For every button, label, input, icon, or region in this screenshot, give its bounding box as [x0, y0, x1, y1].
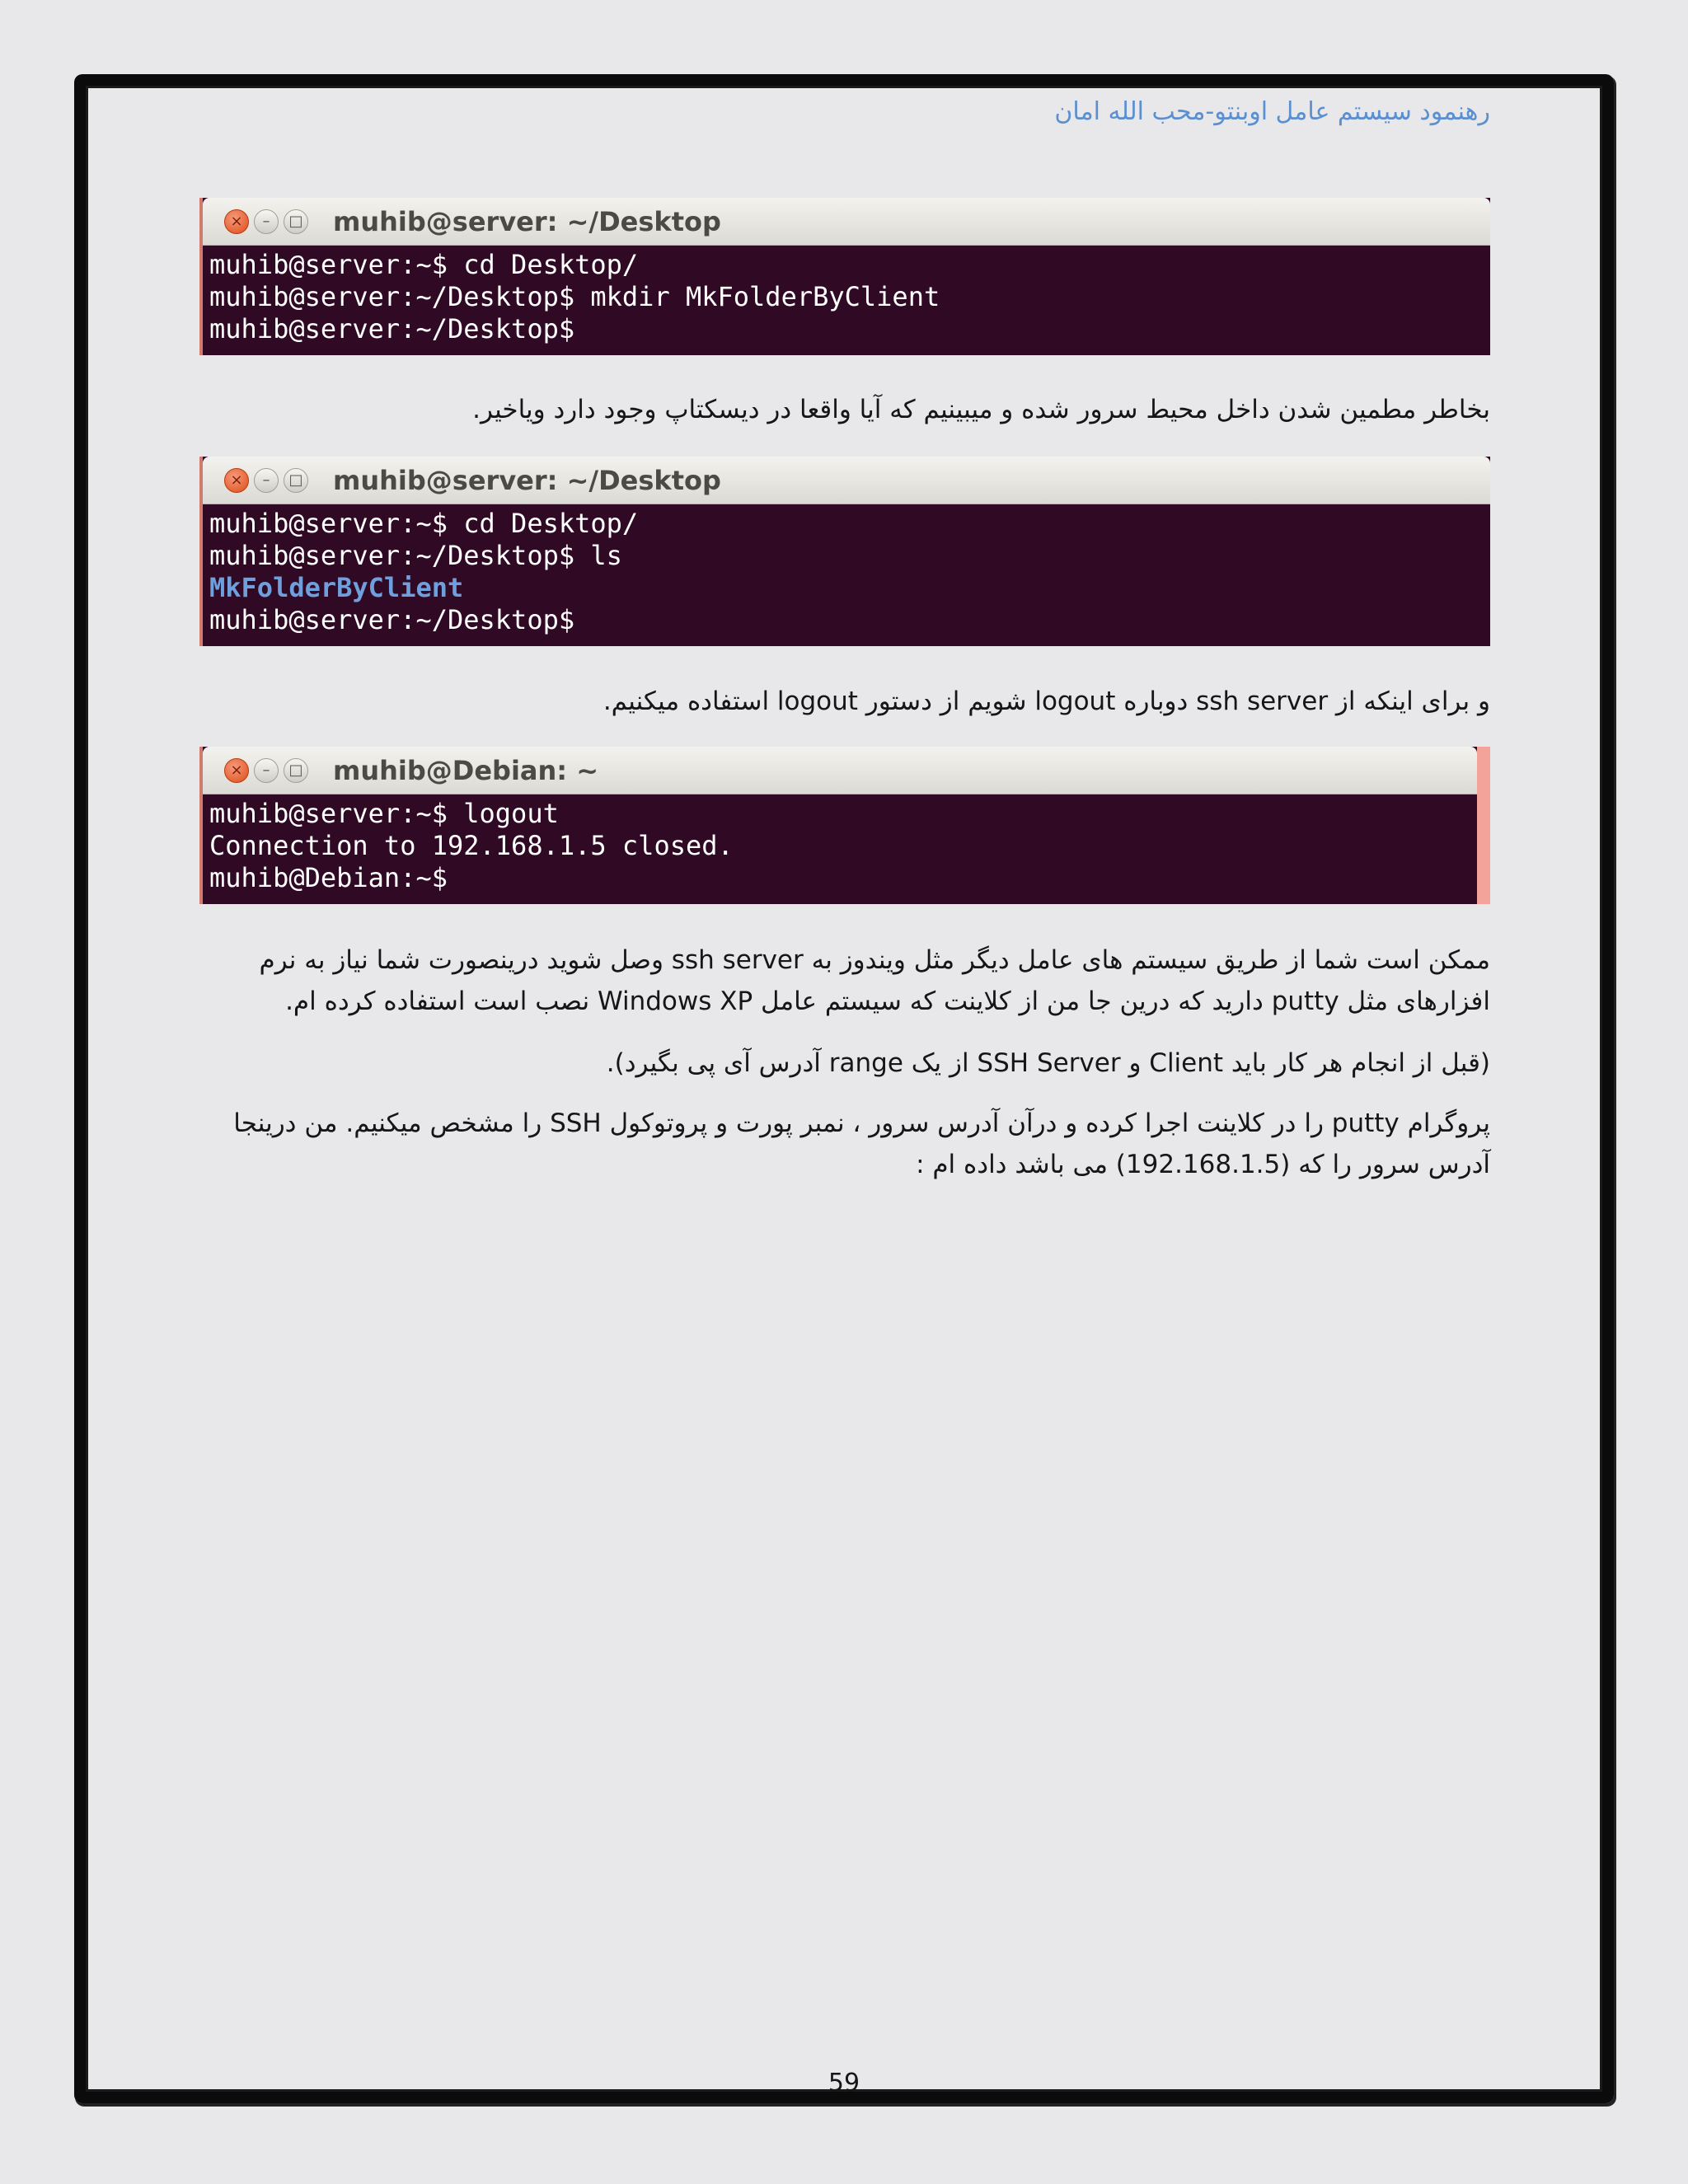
window-title: muhib@Debian: ~ — [333, 754, 599, 786]
minimize-icon[interactable]: – — [254, 758, 279, 783]
maximize-icon[interactable]: □ — [284, 209, 308, 234]
terminal-line: muhib@server:~$ cd Desktop/ — [209, 508, 639, 539]
page-number: 59 — [828, 2069, 860, 2097]
maximize-icon[interactable]: □ — [284, 468, 308, 493]
minimize-icon[interactable]: – — [254, 468, 279, 493]
page-border — [74, 74, 1614, 2103]
terminal-output[interactable] — [203, 246, 1490, 355]
maximize-icon[interactable]: □ — [284, 758, 308, 783]
terminal-line: muhib@server:~/Desktop$ — [209, 604, 575, 635]
paragraph: ممکن است شما از طریق سیستم های عامل دیگر مثل ویندوز به ssh server وصل شوید درینصورت شما نیاز به نرم افزارهای مثل putty دارید که درین جا من از کلاینت که سیستم عامل Windows XP نصب است استفاده کرده ام. — [259, 945, 1490, 1016]
paragraph: و برای اینکه از ssh server دوباره logout شویم از دستور logout استفاده میکنیم. — [603, 687, 1490, 716]
terminal-line: muhib@server:~/Desktop$ — [209, 313, 575, 344]
terminal-screenshot-1 — [199, 198, 1490, 355]
terminal-screenshot-3 — [199, 747, 1490, 904]
page-header: رهنمود سیستم عامل اوبنتو-محب الله امان — [1054, 97, 1490, 126]
directory-listing-item: MkFolderByClient — [209, 572, 464, 603]
paragraph: (قبل از انجام هر کار باید Client و SSH Server از یک range آدرس آی پی بگیرد). — [606, 1048, 1490, 1078]
terminal-screenshot-2 — [199, 457, 1490, 646]
close-icon[interactable]: × — [224, 209, 249, 234]
terminal-line: muhib@server:~$ logout — [209, 798, 559, 829]
close-icon[interactable]: × — [224, 468, 249, 493]
terminal-titlebar — [203, 198, 1490, 246]
terminal-line: muhib@Debian:~$ — [209, 862, 448, 893]
window-title: muhib@server: ~/Desktop — [333, 464, 721, 496]
paragraph: پروگرام putty را در کلاینت اجرا کرده و درآن آدرس سرور ، نمبر پورت و پروتوکول SSH را مشخص میکنیم. من درینجا آدرس سرور را که (192.168.1.5) می باشد داده ام : — [233, 1108, 1490, 1179]
paragraph: بخاطر مطمین شدن داخل محیط سرور شده و میبینیم که آیا واقعا در دیسکتاپ وجود دارد ویاخیر. — [472, 395, 1490, 424]
terminal-line: muhib@server:~/Desktop$ ls — [209, 540, 622, 571]
terminal-line: muhib@server:~$ cd Desktop/ — [209, 249, 639, 280]
terminal-line: Connection to 192.168.1.5 closed. — [209, 830, 734, 861]
terminal-output[interactable] — [203, 504, 1490, 646]
terminal-line: muhib@server:~/Desktop$ mkdir MkFolderByClient — [209, 281, 940, 312]
terminal-output[interactable] — [203, 794, 1477, 904]
minimize-icon[interactable]: – — [254, 209, 279, 234]
terminal-titlebar — [203, 457, 1490, 504]
close-icon[interactable]: × — [224, 758, 249, 783]
window-title: muhib@server: ~/Desktop — [333, 205, 721, 237]
terminal-titlebar — [203, 747, 1477, 794]
